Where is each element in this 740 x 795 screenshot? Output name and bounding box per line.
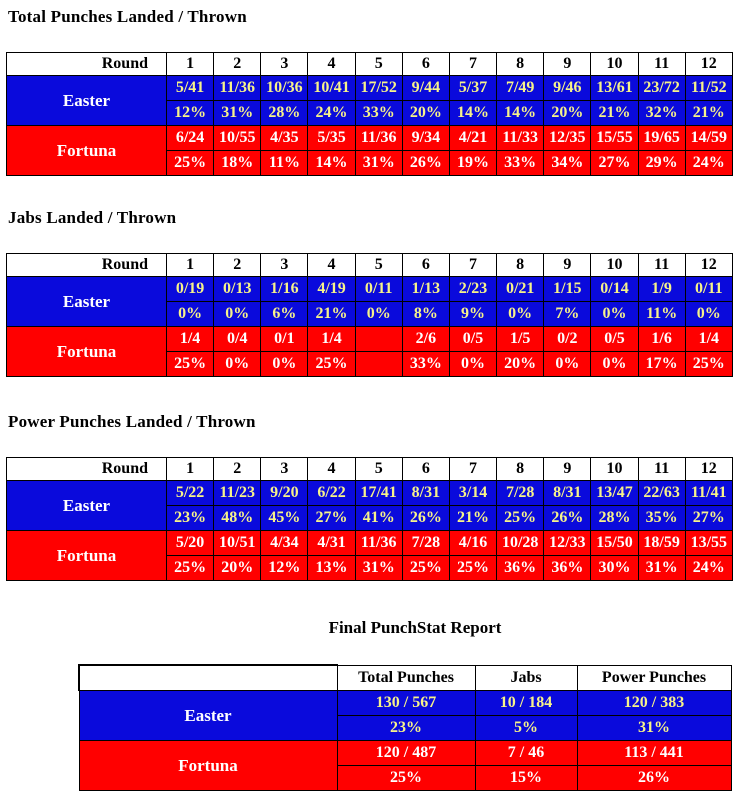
round-number: 9: [544, 458, 591, 481]
round-number: 2: [214, 458, 261, 481]
final-header-row: [79, 665, 731, 691]
percent-cell: 26%: [402, 506, 449, 531]
jabs-table: [6, 253, 733, 377]
round-number: 5: [355, 254, 402, 277]
percent-cell: 11%: [261, 151, 308, 176]
landed-thrown-cell: 7/28: [497, 481, 544, 506]
landed-thrown-cell: 4/19: [308, 277, 355, 302]
landed-thrown-cell: 4/21: [449, 126, 496, 151]
percent-cell: 21%: [591, 101, 638, 126]
percent-cell: 25%: [685, 352, 732, 377]
final-cell: 113 / 441: [577, 741, 731, 766]
round-number: 12: [685, 458, 732, 481]
landed-thrown-cell: 13/61: [591, 76, 638, 101]
percent-cell: 28%: [261, 101, 308, 126]
fighter-name-easter: Easter: [7, 277, 167, 327]
round-number: 10: [591, 53, 638, 76]
row-easter-landed-thrown: [7, 481, 733, 506]
round-number: 1: [167, 458, 214, 481]
round-number: 10: [591, 254, 638, 277]
round-header-row: [7, 254, 733, 277]
landed-thrown-cell: 15/50: [591, 531, 638, 556]
round-number: 3: [261, 53, 308, 76]
landed-thrown-cell: 11/36: [355, 531, 402, 556]
header-total-punches: Total Punches: [337, 665, 475, 691]
landed-thrown-cell: 12/35: [544, 126, 591, 151]
percent-cell: 33%: [402, 352, 449, 377]
landed-thrown-cell: 3/14: [449, 481, 496, 506]
percent-cell: 25%: [497, 506, 544, 531]
percent-cell: 24%: [685, 151, 732, 176]
percent-cell: 27%: [685, 506, 732, 531]
percent-cell: 0%: [685, 302, 732, 327]
percent-cell: 0%: [449, 352, 496, 377]
round-label: Round: [7, 53, 167, 76]
section-title: Total Punches Landed / Thrown: [8, 7, 247, 26]
round-number: 7: [449, 254, 496, 277]
final-cell: 10 / 184: [475, 691, 577, 716]
landed-thrown-cell: 1/13: [402, 277, 449, 302]
landed-thrown-cell: 14/59: [685, 126, 732, 151]
round-number: 5: [355, 53, 402, 76]
round-number: 6: [402, 458, 449, 481]
landed-thrown-cell: 0/2: [544, 327, 591, 352]
percent-cell: 45%: [261, 506, 308, 531]
landed-thrown-cell: 10/51: [214, 531, 261, 556]
fighter-name-easter: Easter: [7, 76, 167, 126]
percent-cell: 33%: [497, 151, 544, 176]
percent-cell: 30%: [591, 556, 638, 581]
landed-thrown-cell: 0/1: [261, 327, 308, 352]
round-header-row: [7, 53, 733, 76]
fighter-name-easter: Easter: [7, 481, 167, 531]
row-fortuna-landed-thrown: [7, 126, 733, 151]
landed-thrown-cell: 0/13: [214, 277, 261, 302]
landed-thrown-cell: 10/41: [308, 76, 355, 101]
percent-cell: 27%: [591, 151, 638, 176]
landed-thrown-cell: [355, 327, 402, 352]
row-fortuna-landed-thrown: [7, 327, 733, 352]
round-number: 4: [308, 53, 355, 76]
fighter-name-fortuna: Fortuna: [7, 327, 167, 377]
landed-thrown-cell: 22/63: [638, 481, 685, 506]
percent-cell: 25%: [167, 556, 214, 581]
landed-thrown-cell: 4/16: [449, 531, 496, 556]
percent-cell: 25%: [402, 556, 449, 581]
round-number: 11: [638, 458, 685, 481]
round-number: 8: [497, 53, 544, 76]
header-power-punches: Power Punches: [577, 665, 731, 691]
percent-cell: 0%: [261, 352, 308, 377]
round-number: 2: [214, 254, 261, 277]
round-number: 4: [308, 458, 355, 481]
percent-cell: 36%: [497, 556, 544, 581]
percent-cell: 28%: [591, 506, 638, 531]
landed-thrown-cell: 9/20: [261, 481, 308, 506]
landed-thrown-cell: 18/59: [638, 531, 685, 556]
final-cell: 26%: [577, 766, 731, 791]
percent-cell: 12%: [167, 101, 214, 126]
landed-thrown-cell: 17/52: [355, 76, 402, 101]
round-number: 6: [402, 254, 449, 277]
round-number: 8: [497, 254, 544, 277]
final-report-title: Final PunchStat Report: [328, 618, 502, 637]
percent-cell: 20%: [214, 556, 261, 581]
landed-thrown-cell: 8/31: [544, 481, 591, 506]
round-number: 3: [261, 458, 308, 481]
percent-cell: 0%: [591, 352, 638, 377]
landed-thrown-cell: 19/65: [638, 126, 685, 151]
round-number: 9: [544, 254, 591, 277]
percent-cell: 14%: [449, 101, 496, 126]
fighter-name-fortuna: Fortuna: [7, 126, 167, 176]
percent-cell: 21%: [308, 302, 355, 327]
percent-cell: 48%: [214, 506, 261, 531]
round-number: 9: [544, 53, 591, 76]
row-fortuna-landed-thrown: [7, 531, 733, 556]
landed-thrown-cell: 0/11: [685, 277, 732, 302]
landed-thrown-cell: 1/6: [638, 327, 685, 352]
landed-thrown-cell: 11/33: [497, 126, 544, 151]
landed-thrown-cell: 0/4: [214, 327, 261, 352]
landed-thrown-cell: 7/28: [402, 531, 449, 556]
percent-cell: 18%: [214, 151, 261, 176]
percent-cell: 24%: [685, 556, 732, 581]
percent-cell: 21%: [685, 101, 732, 126]
round-header-row: [7, 458, 733, 481]
landed-thrown-cell: 0/5: [591, 327, 638, 352]
landed-thrown-cell: 23/72: [638, 76, 685, 101]
round-number: 7: [449, 53, 496, 76]
percent-cell: 20%: [497, 352, 544, 377]
round-number: 12: [685, 53, 732, 76]
round-number: 6: [402, 53, 449, 76]
percent-cell: 29%: [638, 151, 685, 176]
percent-cell: 25%: [449, 556, 496, 581]
landed-thrown-cell: 5/20: [167, 531, 214, 556]
percent-cell: 13%: [308, 556, 355, 581]
fighter-name-fortuna: Fortuna: [79, 741, 337, 791]
percent-cell: 34%: [544, 151, 591, 176]
percent-cell: 25%: [308, 352, 355, 377]
percent-cell: 25%: [167, 151, 214, 176]
percent-cell: 24%: [308, 101, 355, 126]
percent-cell: 14%: [497, 101, 544, 126]
landed-thrown-cell: 6/22: [308, 481, 355, 506]
percent-cell: 26%: [544, 506, 591, 531]
landed-thrown-cell: 0/19: [167, 277, 214, 302]
percent-cell: 0%: [167, 302, 214, 327]
power-punches-table: [6, 457, 733, 581]
landed-thrown-cell: 0/21: [497, 277, 544, 302]
percent-cell: 0%: [214, 352, 261, 377]
row-easter-landed-thrown: [7, 76, 733, 101]
landed-thrown-cell: 0/11: [355, 277, 402, 302]
round-number: 11: [638, 53, 685, 76]
percent-cell: 21%: [449, 506, 496, 531]
landed-thrown-cell: 15/55: [591, 126, 638, 151]
total-punches-table: [6, 52, 733, 176]
landed-thrown-cell: 1/5: [497, 327, 544, 352]
percent-cell: 6%: [261, 302, 308, 327]
percent-cell: 11%: [638, 302, 685, 327]
landed-thrown-cell: 9/46: [544, 76, 591, 101]
round-number: 1: [167, 53, 214, 76]
percent-cell: 31%: [355, 151, 402, 176]
percent-cell: 0%: [591, 302, 638, 327]
landed-thrown-cell: 5/41: [167, 76, 214, 101]
percent-cell: 36%: [544, 556, 591, 581]
round-number: 10: [591, 458, 638, 481]
landed-thrown-cell: 1/4: [308, 327, 355, 352]
fighter-name-fortuna: Fortuna: [7, 531, 167, 581]
percent-cell: [355, 352, 402, 377]
row-easter-landed-thrown: [7, 277, 733, 302]
percent-cell: 19%: [449, 151, 496, 176]
percent-cell: 31%: [638, 556, 685, 581]
round-number: 11: [638, 254, 685, 277]
percent-cell: 20%: [402, 101, 449, 126]
final-cell: 130 / 567: [337, 691, 475, 716]
section-title: Power Punches Landed / Thrown: [8, 412, 256, 431]
landed-thrown-cell: 9/34: [402, 126, 449, 151]
landed-thrown-cell: 1/15: [544, 277, 591, 302]
landed-thrown-cell: 4/34: [261, 531, 308, 556]
final-cell: 7 / 46: [475, 741, 577, 766]
landed-thrown-cell: 8/31: [402, 481, 449, 506]
landed-thrown-cell: 5/35: [308, 126, 355, 151]
landed-thrown-cell: 0/5: [449, 327, 496, 352]
percent-cell: 0%: [355, 302, 402, 327]
percent-cell: 12%: [261, 556, 308, 581]
round-number: 5: [355, 458, 402, 481]
landed-thrown-cell: 13/47: [591, 481, 638, 506]
landed-thrown-cell: 13/55: [685, 531, 732, 556]
landed-thrown-cell: 12/33: [544, 531, 591, 556]
header-blank-cell: [79, 665, 337, 691]
landed-thrown-cell: 2/6: [402, 327, 449, 352]
landed-thrown-cell: 5/22: [167, 481, 214, 506]
percent-cell: 31%: [355, 556, 402, 581]
landed-thrown-cell: 17/41: [355, 481, 402, 506]
percent-cell: 0%: [544, 352, 591, 377]
percent-cell: 32%: [638, 101, 685, 126]
landed-thrown-cell: 7/49: [497, 76, 544, 101]
section-title: Jabs Landed / Thrown: [8, 208, 177, 227]
landed-thrown-cell: 10/36: [261, 76, 308, 101]
landed-thrown-cell: 9/44: [402, 76, 449, 101]
landed-thrown-cell: 1/9: [638, 277, 685, 302]
landed-thrown-cell: 11/52: [685, 76, 732, 101]
landed-thrown-cell: 10/55: [214, 126, 261, 151]
landed-thrown-cell: 2/23: [449, 277, 496, 302]
percent-cell: 14%: [308, 151, 355, 176]
percent-cell: 20%: [544, 101, 591, 126]
percent-cell: 33%: [355, 101, 402, 126]
percent-cell: 8%: [402, 302, 449, 327]
landed-thrown-cell: 1/4: [685, 327, 732, 352]
percent-cell: 27%: [308, 506, 355, 531]
percent-cell: 17%: [638, 352, 685, 377]
percent-cell: 0%: [497, 302, 544, 327]
round-number: 1: [167, 254, 214, 277]
fighter-name-easter: Easter: [79, 691, 337, 741]
round-label: Round: [7, 458, 167, 481]
round-number: 2: [214, 53, 261, 76]
landed-thrown-cell: 4/31: [308, 531, 355, 556]
final-row-fortuna-landed: [79, 741, 731, 766]
landed-thrown-cell: 6/24: [167, 126, 214, 151]
round-label: Round: [7, 254, 167, 277]
landed-thrown-cell: 11/36: [355, 126, 402, 151]
final-cell: 120 / 383: [577, 691, 731, 716]
round-number: 4: [308, 254, 355, 277]
percent-cell: 7%: [544, 302, 591, 327]
final-report-table: [78, 664, 732, 791]
percent-cell: 26%: [402, 151, 449, 176]
header-jabs: Jabs: [475, 665, 577, 691]
round-number: 7: [449, 458, 496, 481]
percent-cell: 31%: [214, 101, 261, 126]
landed-thrown-cell: 1/16: [261, 277, 308, 302]
percent-cell: 23%: [167, 506, 214, 531]
landed-thrown-cell: 5/37: [449, 76, 496, 101]
final-cell: 31%: [577, 716, 731, 741]
final-cell: 25%: [337, 766, 475, 791]
percent-cell: 9%: [449, 302, 496, 327]
final-row-easter-landed: [79, 691, 731, 716]
round-number: 3: [261, 254, 308, 277]
round-number: 12: [685, 254, 732, 277]
landed-thrown-cell: 11/23: [214, 481, 261, 506]
landed-thrown-cell: 10/28: [497, 531, 544, 556]
final-cell: 5%: [475, 716, 577, 741]
landed-thrown-cell: 0/14: [591, 277, 638, 302]
landed-thrown-cell: 4/35: [261, 126, 308, 151]
round-number: 8: [497, 458, 544, 481]
landed-thrown-cell: 11/41: [685, 481, 732, 506]
percent-cell: 0%: [214, 302, 261, 327]
landed-thrown-cell: 11/36: [214, 76, 261, 101]
landed-thrown-cell: 1/4: [167, 327, 214, 352]
percent-cell: 35%: [638, 506, 685, 531]
percent-cell: 41%: [355, 506, 402, 531]
percent-cell: 25%: [167, 352, 214, 377]
final-cell: 120 / 487: [337, 741, 475, 766]
final-cell: 15%: [475, 766, 577, 791]
final-cell: 23%: [337, 716, 475, 741]
